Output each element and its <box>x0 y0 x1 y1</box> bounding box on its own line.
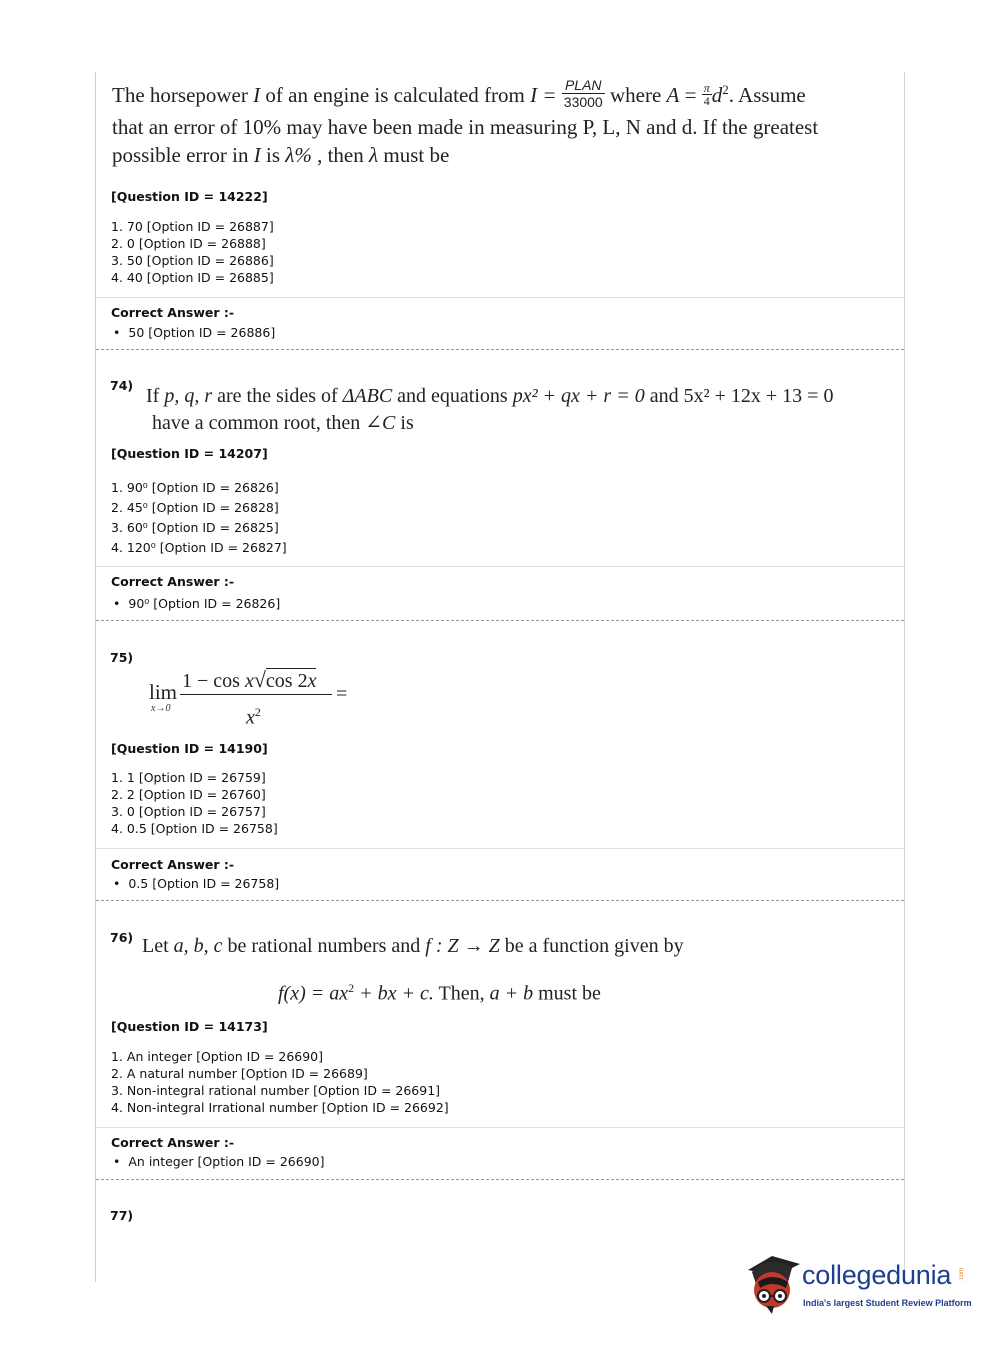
question-number: 74) <box>110 378 134 393</box>
correct-answer: • 90⁰ [Option ID = 26826] <box>113 596 281 611</box>
correct-answer-label: Correct Answer :- <box>111 305 235 320</box>
question-id: [Question ID = 14190] <box>111 741 268 756</box>
question-separator <box>96 349 904 350</box>
options-list <box>111 218 274 286</box>
question-id: [Question ID = 14207] <box>111 446 268 461</box>
option-item[interactable]: 1. 70 [Option ID = 26887] <box>111 219 274 234</box>
correct-answer: • 0.5 [Option ID = 26758] <box>113 876 280 891</box>
mascot-icon <box>742 1248 802 1314</box>
correct-answer-label: Correct Answer :- <box>111 857 235 872</box>
option-item[interactable]: 4. Non-integral Irrational number [Option ID = 26692] <box>111 1100 449 1115</box>
limit-numerator: 1 − cos x√cos 2x <box>182 667 317 692</box>
section-divider <box>96 1127 904 1128</box>
equals-sign: = <box>336 683 348 705</box>
lim-subscript: x→0 <box>151 703 171 714</box>
option-item[interactable]: 2. A natural number [Option ID = 26689] <box>111 1066 368 1081</box>
logo-tagline: India's largest Student Review Platform <box>803 1298 972 1308</box>
correct-answer-label: Correct Answer :- <box>111 1135 235 1150</box>
correct-answer: • An integer [Option ID = 26690] <box>113 1154 325 1169</box>
option-item[interactable]: 3. 50 [Option ID = 26886] <box>111 253 274 268</box>
question-id: [Question ID = 14173] <box>111 1019 268 1034</box>
question-separator <box>96 620 904 621</box>
option-item[interactable]: 1. An integer [Option ID = 26690] <box>111 1049 324 1064</box>
question-number: 75) <box>110 650 134 665</box>
page-border-right <box>904 72 905 1282</box>
question-73-stem-line1: The horsepower I of an engine is calculated from I = $\frac{\text{PLAN}}{33000}$ where A = $\frac{\pi}{4}$ $d^2$. Assume <box>112 76 806 110</box>
limit-denominator: $x^2$ <box>246 705 261 729</box>
question-73-stem-line2: that an error of 10% may have been made in measuring P, L, N and d. If the greatest <box>112 115 819 139</box>
fraction-bar <box>180 694 332 695</box>
question-number: 77) <box>110 1208 134 1223</box>
question-76-stem-line2: $f(x) = ax^2$ + bx + c. Then, a + b must be <box>278 981 601 1005</box>
options-list <box>111 1048 449 1116</box>
section-divider <box>96 297 904 298</box>
fraction-denominator: 33000 <box>563 93 603 110</box>
logo-wordmark: collegedunia <box>802 1260 952 1290</box>
option-item[interactable]: 4. 40 [Option ID = 26885] <box>111 270 274 285</box>
fraction-numerator: PLAN <box>562 77 605 94</box>
options-list <box>111 478 287 558</box>
option-item[interactable]: 2. 0 [Option ID = 26888] <box>111 236 266 251</box>
correct-answer: • 50 [Option ID = 26886] <box>113 325 276 340</box>
lim-symbol: lim <box>149 680 178 704</box>
question-73-stem-line3: possible error in I is λ% , then λ must be <box>112 143 450 167</box>
collegedunia-logo[interactable] <box>742 1246 972 1316</box>
limit-expression <box>146 664 366 729</box>
option-item[interactable]: 1. 90⁰ [Option ID = 26826] <box>111 480 279 495</box>
correct-answer-label: Correct Answer :- <box>111 574 235 589</box>
question-74-stem-line1: If p, q, r are the sides of ΔABC and equations px² + qx + r = 0 and 5x² + 12x + 13 = 0 <box>146 385 834 407</box>
option-item[interactable]: 3. 60⁰ [Option ID = 26825] <box>111 520 279 535</box>
page-border-left <box>95 72 96 1282</box>
question-separator <box>96 900 904 901</box>
section-divider <box>96 566 904 567</box>
question-separator <box>96 1179 904 1180</box>
question-id: [Question ID = 14222] <box>111 189 268 204</box>
options-list <box>111 769 278 837</box>
question-74-stem-line2: have a common root, then ∠C is <box>152 412 414 434</box>
option-item[interactable]: 2. 2 [Option ID = 26760] <box>111 787 266 802</box>
question-number: 76) <box>110 930 134 945</box>
option-item[interactable]: 1. 1 [Option ID = 26759] <box>111 770 266 785</box>
option-item[interactable]: 4. 0.5 [Option ID = 26758] <box>111 821 278 836</box>
option-item[interactable]: 2. 45⁰ [Option ID = 26828] <box>111 500 279 515</box>
question-76-stem-line1: Let a, b, c be rational numbers and f : Z → Z be a function given by <box>142 935 684 957</box>
option-item[interactable]: 4. 120⁰ [Option ID = 26827] <box>111 540 287 555</box>
section-divider <box>96 848 904 849</box>
logo-dotcom: .com <box>959 1268 965 1282</box>
option-item[interactable]: 3. Non-integral rational number [Option ID = 26691] <box>111 1083 441 1098</box>
option-item[interactable]: 3. 0 [Option ID = 26757] <box>111 804 266 819</box>
